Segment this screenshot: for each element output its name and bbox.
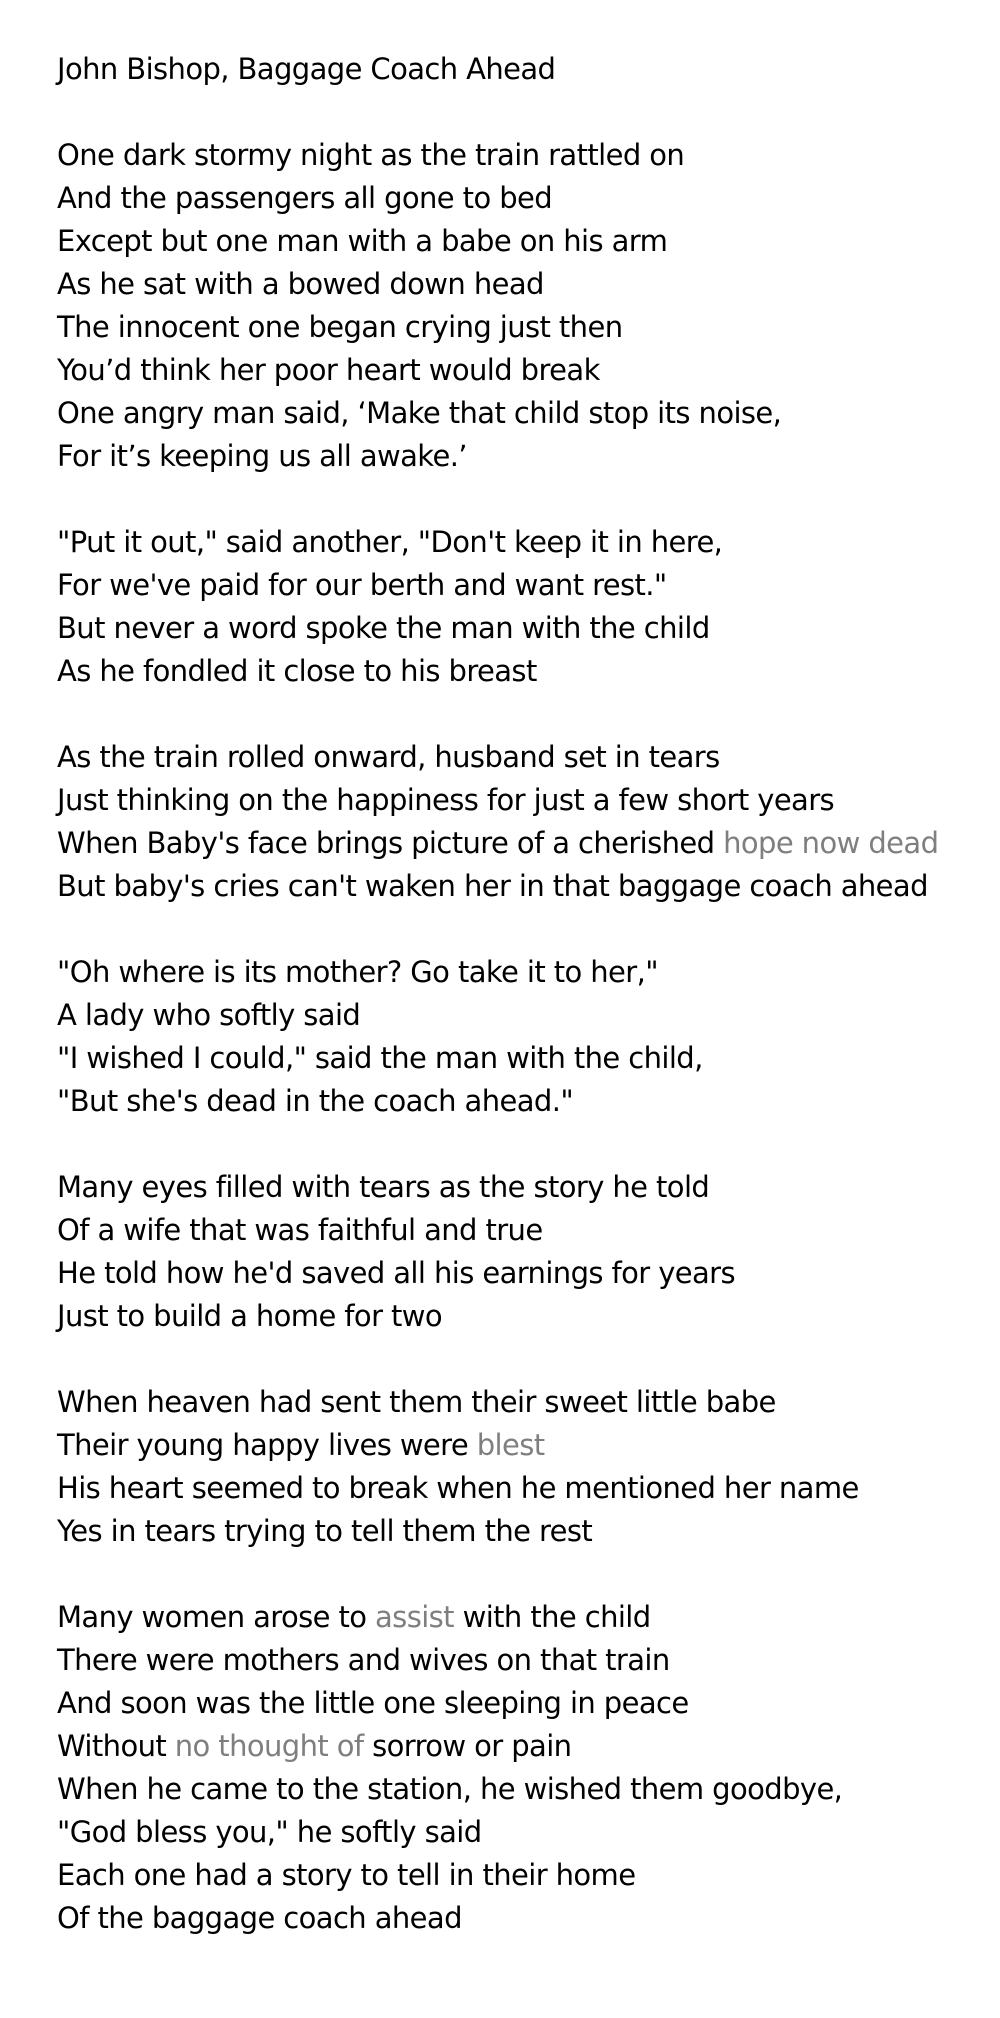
lyric-line <box>57 779 987 822</box>
line-text: As the train rolled onward, husband set in tears <box>57 740 720 774</box>
line-text: For it’s keeping us all awake.’ <box>57 439 467 473</box>
line-text: "But she's dead in the coach ahead." <box>57 1084 574 1118</box>
lyric-line <box>57 220 987 263</box>
lyric-line <box>57 1424 987 1467</box>
lyric-line <box>57 1811 987 1854</box>
line-text: Many eyes filled with tears as the story he told <box>57 1170 710 1204</box>
lyric-line <box>57 521 987 564</box>
lyric-line <box>57 1295 987 1338</box>
lyric-line <box>57 1854 987 1897</box>
line-text: He told how he'd saved all his earnings for years <box>57 1256 735 1290</box>
line-text: When heaven had sent them their sweet little babe <box>57 1385 776 1419</box>
stanza-gap <box>57 1123 987 1166</box>
lyric-line <box>57 1037 987 1080</box>
stanza-gap <box>57 908 987 951</box>
line-text: As he sat with a bowed down head <box>57 267 544 301</box>
lyric-line <box>57 1725 987 1768</box>
lyrics-document <box>57 48 987 1940</box>
line-text: When he came to the station, he wished them goodbye, <box>57 1772 843 1806</box>
lyric-line <box>57 1768 987 1811</box>
line-text: For we've paid for our berth and want rest." <box>57 568 667 602</box>
line-text: But baby's cries can't waken her in that baggage coach ahead <box>57 869 928 903</box>
stanza-5 <box>57 1166 987 1338</box>
line-text: Just thinking on the happiness for just a few short years <box>57 783 835 817</box>
stanza-6 <box>57 1381 987 1553</box>
lyric-line <box>57 1166 987 1209</box>
stanza-gap <box>57 1338 987 1381</box>
faded-text: hope now dead <box>723 826 939 860</box>
stanza-2 <box>57 521 987 693</box>
stanza-gap <box>57 478 987 521</box>
lyric-line <box>57 1209 987 1252</box>
line-text: "God bless you," he softly said <box>57 1815 482 1849</box>
line-text: sorrow or pain <box>363 1729 572 1763</box>
faded-text: blest <box>476 1428 545 1462</box>
lyric-line <box>57 349 987 392</box>
lyric-line <box>57 607 987 650</box>
lyric-line <box>57 650 987 693</box>
lyric-line <box>57 1596 987 1639</box>
line-text: Except but one man with a babe on his arm <box>57 224 668 258</box>
line-text: Of the baggage coach ahead <box>57 1901 462 1935</box>
line-text: "I wished I could," said the man with the child, <box>57 1041 703 1075</box>
stanza-gap <box>57 91 987 134</box>
line-text: And the passengers all gone to bed <box>57 181 553 215</box>
line-text: Each one had a story to tell in their home <box>57 1858 636 1892</box>
stanza-1 <box>57 134 987 478</box>
lyric-line <box>57 994 987 1037</box>
line-text: One dark stormy night as the train rattled on <box>57 138 685 172</box>
line-text: Without <box>57 1729 175 1763</box>
line-text: The innocent one began crying just then <box>57 310 623 344</box>
line-text: with the child <box>453 1600 651 1634</box>
line-text: Of a wife that was faithful and true <box>57 1213 543 1247</box>
line-text: His heart seemed to break when he mentioned her name <box>57 1471 859 1505</box>
stanza-gap <box>57 1553 987 1596</box>
stanza-list <box>57 91 987 1940</box>
lyric-line <box>57 1381 987 1424</box>
stanza-4 <box>57 951 987 1123</box>
faded-text: no thought of <box>174 1729 364 1763</box>
line-text: But never a word spoke the man with the child <box>57 611 710 645</box>
line-text: A lady who softly said <box>57 998 361 1032</box>
lyric-line <box>57 1080 987 1123</box>
lyric-line <box>57 435 987 478</box>
line-text: There were mothers and wives on that train <box>57 1643 670 1677</box>
lyric-line <box>57 177 987 220</box>
lyric-line <box>57 392 987 435</box>
lyric-line <box>57 1897 987 1940</box>
lyric-line <box>57 736 987 779</box>
document-title: John Bishop, Baggage Coach Ahead <box>57 52 556 86</box>
lyric-line <box>57 134 987 177</box>
lyric-line <box>57 1252 987 1295</box>
lyric-line <box>57 564 987 607</box>
line-text: One angry man said, ‘Make that child stop its noise, <box>57 396 782 430</box>
lyric-line <box>57 1639 987 1682</box>
lyric-line <box>57 1467 987 1510</box>
lyric-line <box>57 1682 987 1725</box>
stanza-7 <box>57 1596 987 1940</box>
line-text: And soon was the little one sleeping in peace <box>57 1686 689 1720</box>
faded-text: assist <box>375 1600 454 1634</box>
lyric-line <box>57 951 987 994</box>
line-text: As he fondled it close to his breast <box>57 654 537 688</box>
line-text: Yes in tears trying to tell them the rest <box>57 1514 593 1548</box>
lyric-line <box>57 263 987 306</box>
line-text: Their young happy lives were <box>57 1428 477 1462</box>
lyric-line <box>57 306 987 349</box>
line-text: When Baby's face brings picture of a cherished <box>57 826 724 860</box>
line-text: Many women arose to <box>57 1600 376 1634</box>
line-text: You’d think her poor heart would break <box>57 353 600 387</box>
lyric-line <box>57 822 987 865</box>
line-text: Just to build a home for two <box>57 1299 443 1333</box>
lyric-line <box>57 865 987 908</box>
lyric-line <box>57 1510 987 1553</box>
stanza-3 <box>57 736 987 908</box>
line-text: "Oh where is its mother? Go take it to her," <box>57 955 658 989</box>
stanza-gap <box>57 693 987 736</box>
line-text: "Put it out," said another, "Don't keep it in here, <box>57 525 723 559</box>
